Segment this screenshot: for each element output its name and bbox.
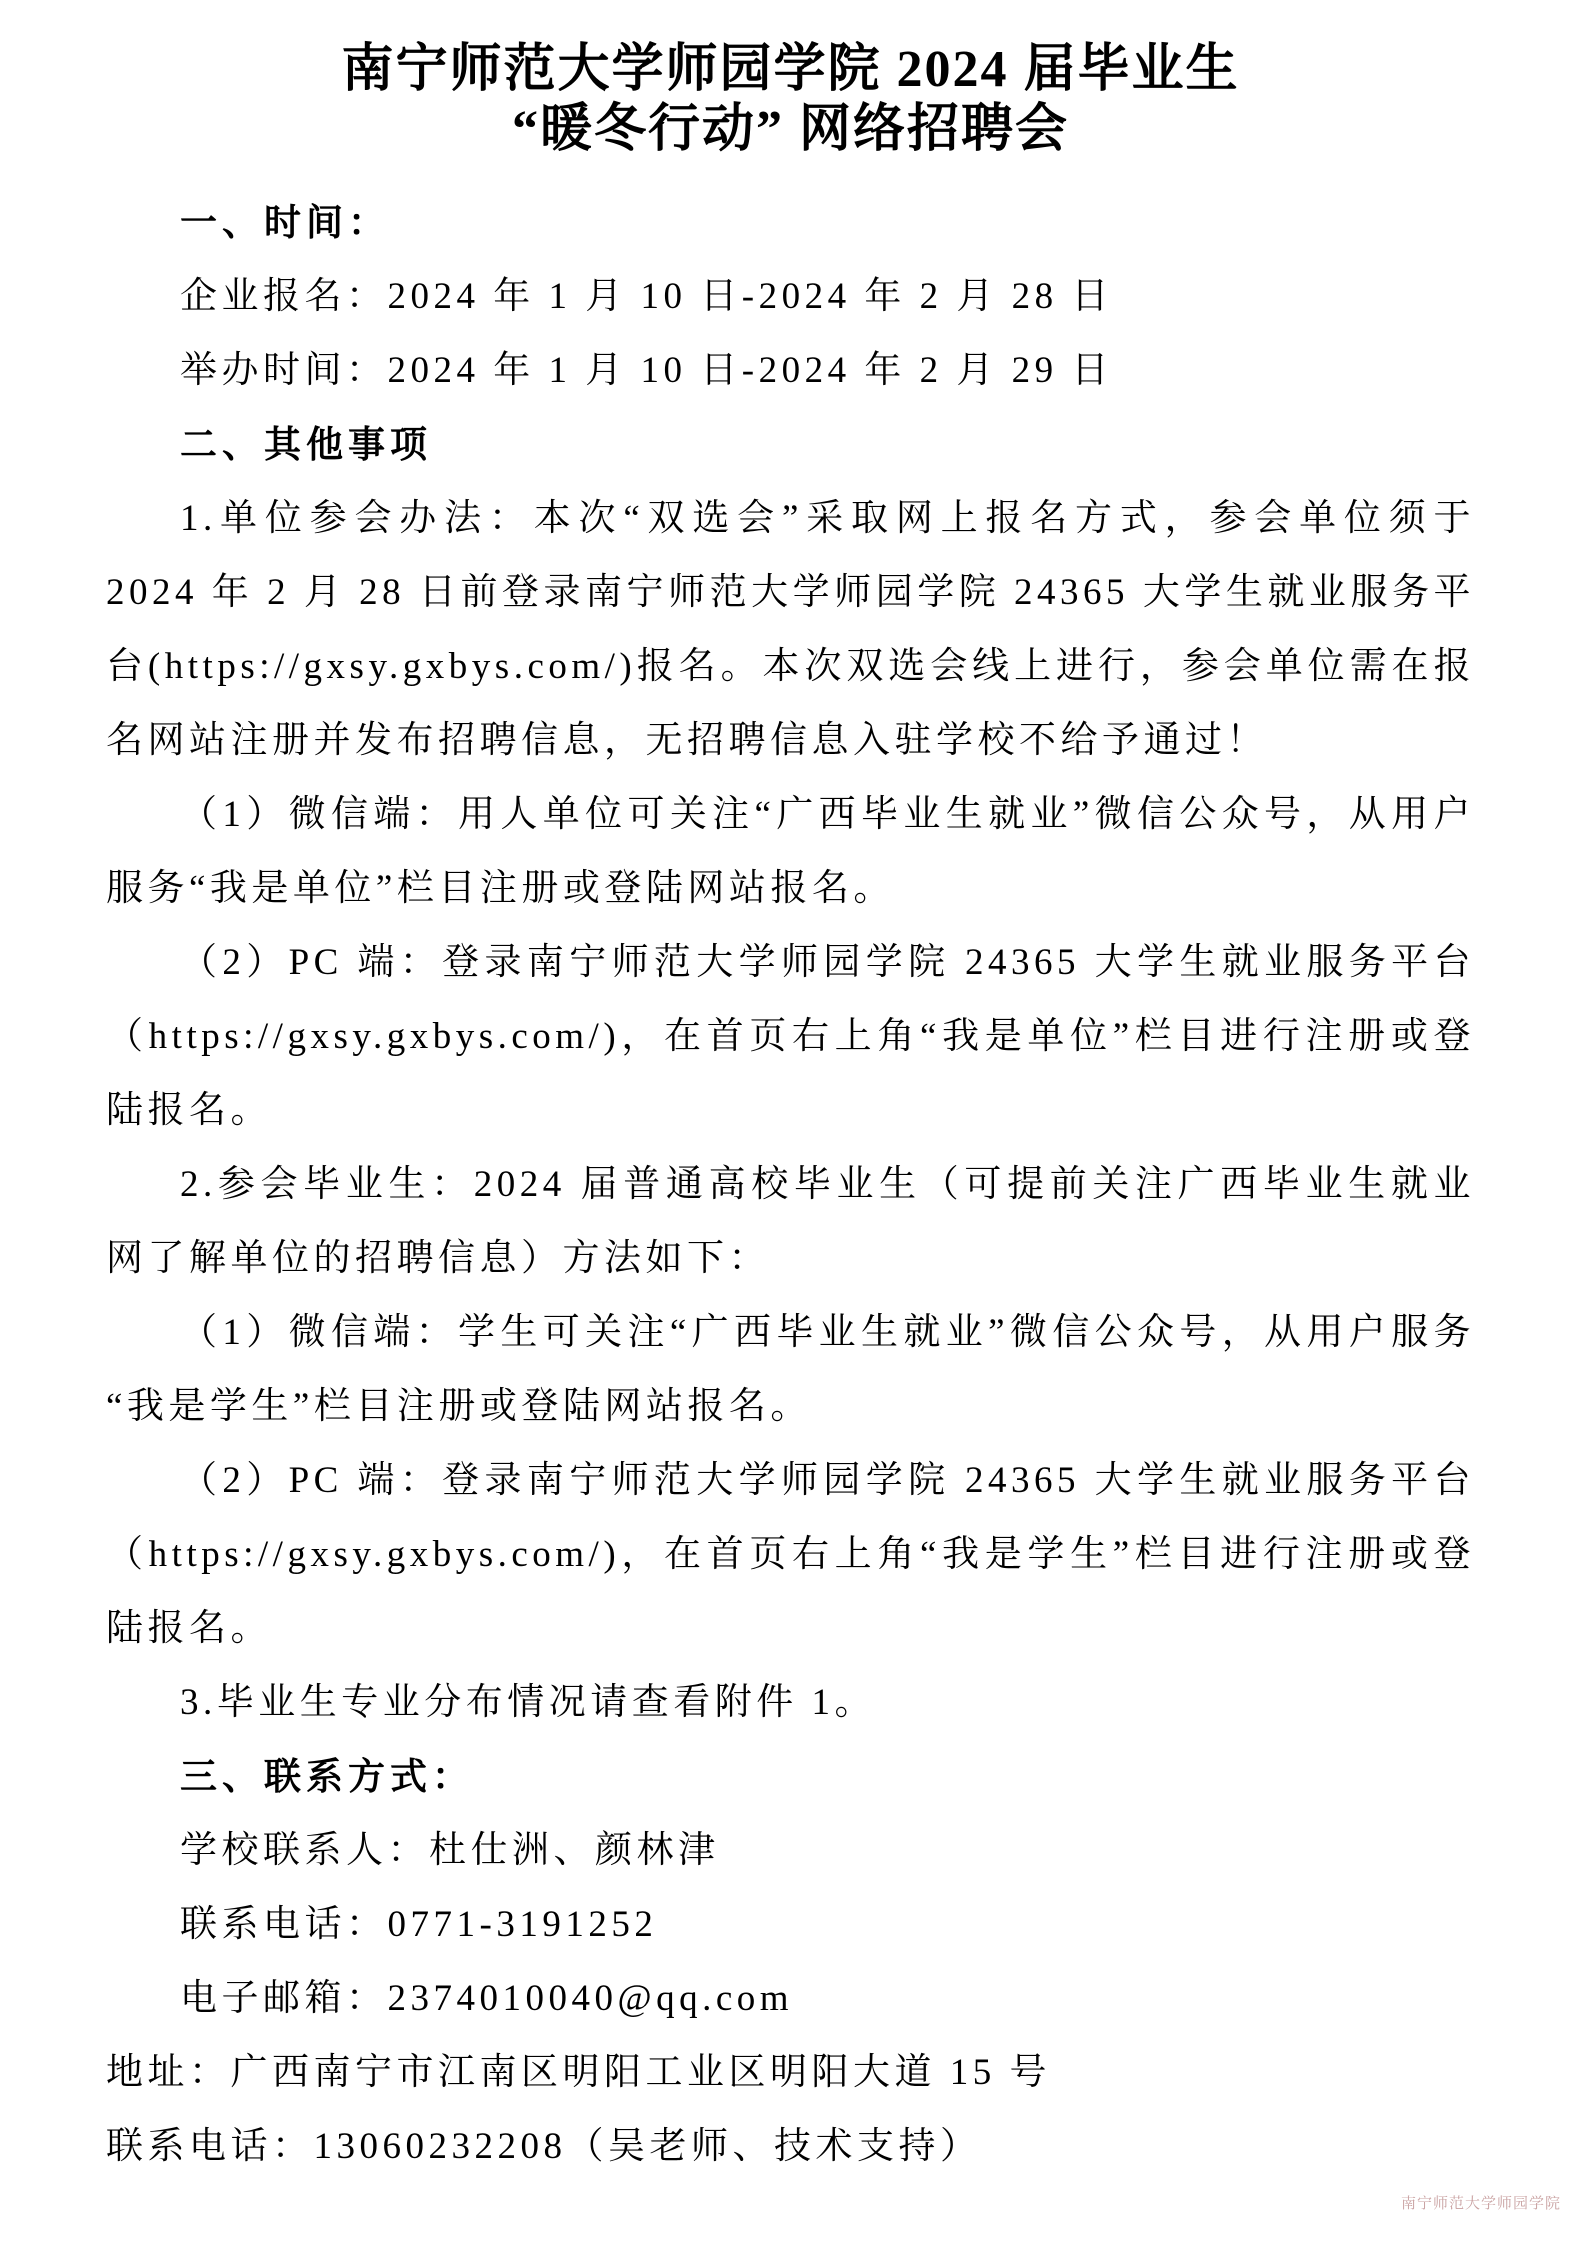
line-school-contact: 学校联系人：杜仕洲、颜林津 — [180, 1830, 720, 1871]
line-email: 电子邮箱：2374010040@qq.com — [180, 1978, 794, 2019]
para-unit-pc: （2）PC 端：登录南宁师范大学师园学院 24365 大学生就业服务平台（https://gxsy.gxbys.com/)，在首页右上角“我是单位”栏目进行注册或登陆报名。 — [106, 942, 1475, 1131]
para-student-pc: （2）PC 端：登录南宁师范大学师园学院 24365 大学生就业服务平台（https://gxsy.gxbys.com/)，在首页右上角“我是学生”栏目进行注册或登陆报名。 — [106, 1460, 1475, 1649]
para-unit-participation: 1.单位参会办法：本次“双选会”采取网上报名方式，参会单位须于 2024 年 2 月 28 日前登录南宁师范大学师园学院 24365 大学生就业服务平台(https://gxsy.gxbys.com/)报名。本次双选会线上进行，参会单位需在报名网站注册并发布招聘信息，无招聘信息入驻学校不给予通过！ — [106, 498, 1475, 761]
para-student-wechat: （1）微信端：学生可关注“广西毕业生就业”微信公众号，从用户服务“我是学生”栏目注册或登陆网站报名。 — [106, 1312, 1475, 1427]
para-unit-wechat: （1）微信端：用人单位可关注“广西毕业生就业”微信公众号，从用户服务“我是单位”栏目注册或登陆网站报名。 — [106, 794, 1475, 909]
para-graduates: 2.参会毕业生：2024 届普通高校毕业生（可提前关注广西毕业生就业网了解单位的招聘信息）方法如下： — [106, 1164, 1475, 1279]
line-enterprise-registration-date: 企业报名：2024 年 1 月 10 日-2024 年 2 月 28 日 — [180, 276, 1113, 317]
para-major-distribution: 3.毕业生专业分布情况请查看附件 1。 — [180, 1682, 876, 1723]
heading-contact: 三、联系方式： — [180, 1756, 474, 1797]
heading-other-matters: 二、其他事项 — [180, 424, 432, 465]
document-body — [106, 186, 1475, 2184]
line-address: 地址：广西南宁市江南区明阳工业区明阳大道 15 号 — [106, 2052, 1051, 2093]
watermark-text: 南宁师范大学师园学院 — [1400, 2195, 1561, 2212]
heading-time: 一、时间： — [180, 202, 390, 243]
title-line-1: 南宁师范大学师园学院 2024 届毕业生 — [341, 41, 1240, 98]
line-contact-phone: 联系电话：0771-3191252 — [180, 1904, 658, 1945]
title-line-2: “暖冬行动” 网络招聘会 — [511, 101, 1069, 158]
line-event-date: 举办时间：2024 年 1 月 10 日-2024 年 2 月 29 日 — [180, 350, 1113, 391]
document-title — [106, 40, 1475, 160]
line-tech-phone: 联系电话：13060232208（吴老师、技术支持） — [106, 2126, 982, 2167]
